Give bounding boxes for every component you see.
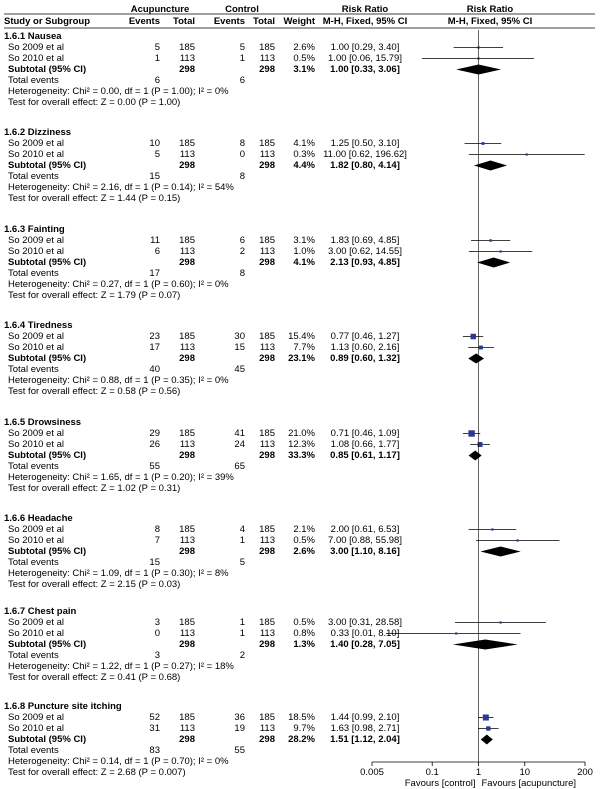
study-risk-ratio: 1.44 [0.99, 2.10] bbox=[330, 712, 400, 723]
study-events-control: 1 bbox=[239, 628, 245, 639]
x-axis-tick-label: 200 bbox=[577, 767, 593, 778]
study-point-estimate bbox=[486, 726, 490, 730]
study-total-control: 113 bbox=[259, 628, 275, 639]
total-events-acupuncture: 6 bbox=[154, 75, 160, 86]
total-events-control: 45 bbox=[234, 364, 245, 375]
subtotal-total-control: 298 bbox=[259, 450, 275, 461]
study-name: So 2010 et al bbox=[8, 628, 64, 639]
subtotal-total-control: 298 bbox=[259, 353, 275, 364]
total-events-label: Total events bbox=[8, 171, 59, 182]
study-risk-ratio: 0.71 [0.46, 1.09] bbox=[330, 428, 400, 439]
study-total-acupuncture: 185 bbox=[179, 617, 195, 628]
subgroup-title: 1.6.1 Nausea bbox=[4, 31, 62, 42]
study-point-estimate bbox=[482, 142, 485, 145]
subtotal-label: Subtotal (95% CI) bbox=[8, 160, 87, 171]
subtotal-total-acupuncture: 298 bbox=[179, 546, 195, 557]
subtotal-risk-ratio: 1.40 [0.28, 7.05] bbox=[330, 639, 400, 650]
total-events-control: 8 bbox=[239, 171, 245, 182]
study-weight: 1.0% bbox=[293, 246, 315, 257]
study-point-estimate bbox=[499, 250, 501, 252]
study-name: So 2010 et al bbox=[8, 535, 64, 546]
study-risk-ratio: 1.08 [0.66, 1.77] bbox=[330, 439, 400, 450]
study-point-estimate bbox=[517, 539, 519, 541]
study-total-control: 185 bbox=[259, 712, 275, 723]
study-weight: 0.8% bbox=[293, 628, 315, 639]
subtotal-diamond bbox=[481, 735, 493, 745]
subgroup-title: 1.6.6 Headache bbox=[4, 513, 73, 524]
subtotal-label: Subtotal (95% CI) bbox=[8, 546, 87, 557]
study-events-control: 0 bbox=[239, 149, 245, 160]
total-events-control: 2 bbox=[239, 650, 245, 661]
study-total-acupuncture: 185 bbox=[179, 712, 195, 723]
study-name: So 2010 et al bbox=[8, 53, 64, 64]
plot-method-header: M-H, Fixed, 95% CI bbox=[447, 16, 533, 27]
study-total-control: 113 bbox=[259, 439, 275, 450]
study-name: So 2009 et al bbox=[8, 42, 64, 53]
study-column-header: Study or Subgroup bbox=[4, 16, 91, 27]
total-events-control: 5 bbox=[239, 557, 245, 568]
study-total-control: 113 bbox=[259, 53, 275, 64]
total-events-label: Total events bbox=[8, 745, 59, 756]
overall-effect-text: Test for overall effect: Z = 2.15 (P = 0.03) bbox=[8, 579, 181, 590]
subtotal-weight: 2.6% bbox=[293, 546, 315, 557]
subtotal-total-control: 298 bbox=[259, 734, 275, 745]
study-risk-ratio: 1.00 [0.06, 15.79] bbox=[328, 53, 402, 64]
total1-header: Total bbox=[173, 16, 195, 27]
study-events-acupuncture: 5 bbox=[154, 42, 160, 53]
study-total-control: 113 bbox=[259, 535, 275, 546]
plot-title: Risk Ratio bbox=[466, 4, 514, 15]
study-weight: 9.7% bbox=[293, 723, 315, 734]
subgroup-title: 1.6.5 Drowsiness bbox=[4, 417, 82, 428]
overall-effect-text: Test for overall effect: Z = 1.79 (P = 0.07) bbox=[8, 290, 181, 301]
study-events-control: 15 bbox=[234, 342, 245, 353]
study-risk-ratio: 1.00 [0.29, 3.40] bbox=[330, 42, 400, 53]
study-events-control: 1 bbox=[239, 535, 245, 546]
study-events-acupuncture: 5 bbox=[154, 149, 160, 160]
study-events-acupuncture: 31 bbox=[149, 723, 160, 734]
study-name: So 2010 et al bbox=[8, 246, 64, 257]
subtotal-total-control: 298 bbox=[259, 64, 275, 75]
study-total-control: 113 bbox=[259, 246, 275, 257]
total-events-acupuncture: 3 bbox=[154, 650, 160, 661]
study-name: So 2009 et al bbox=[8, 138, 64, 149]
study-total-acupuncture: 185 bbox=[179, 331, 195, 342]
subtotal-risk-ratio: 3.00 [1.10, 8.16] bbox=[330, 546, 400, 557]
total-events-acupuncture: 83 bbox=[149, 745, 160, 756]
study-risk-ratio: 2.00 [0.61, 6.53] bbox=[330, 524, 400, 535]
heterogeneity-text: Heterogeneity: Chi² = 1.22, df = 1 (P = 0.27); I² = 18% bbox=[8, 661, 234, 672]
study-total-acupuncture: 113 bbox=[179, 439, 195, 450]
subtotal-risk-ratio: 2.13 [0.93, 4.85] bbox=[330, 257, 400, 268]
overall-effect-text: Test for overall effect: Z = 0.00 (P = 1.00) bbox=[8, 97, 181, 108]
study-events-control: 4 bbox=[239, 524, 245, 535]
subtotal-weight: 1.3% bbox=[293, 639, 315, 650]
subtotal-diamond bbox=[480, 547, 520, 557]
heterogeneity-text: Heterogeneity: Chi² = 0.88, df = 1 (P = 0.35); I² = 0% bbox=[8, 375, 229, 386]
study-name: So 2009 et al bbox=[8, 712, 64, 723]
rr-column-title: Risk Ratio bbox=[341, 4, 389, 15]
subtotal-risk-ratio: 1.51 [1.12, 2.04] bbox=[330, 734, 400, 745]
study-events-control: 1 bbox=[239, 617, 245, 628]
study-events-acupuncture: 26 bbox=[149, 439, 160, 450]
study-total-acupuncture: 113 bbox=[179, 342, 195, 353]
study-total-acupuncture: 113 bbox=[179, 535, 195, 546]
subtotal-risk-ratio: 0.89 [0.60, 1.32] bbox=[330, 353, 400, 364]
subgroup-title: 1.6.3 Fainting bbox=[4, 224, 65, 235]
heterogeneity-text: Heterogeneity: Chi² = 2.16, df = 1 (P = 0.14); I² = 54% bbox=[8, 182, 234, 193]
study-total-acupuncture: 113 bbox=[179, 246, 195, 257]
subtotal-diamond bbox=[468, 354, 484, 364]
study-total-control: 185 bbox=[259, 138, 275, 149]
study-name: So 2010 et al bbox=[8, 439, 64, 450]
study-name: So 2010 et al bbox=[8, 149, 64, 160]
study-name: So 2009 et al bbox=[8, 331, 64, 342]
study-name: So 2009 et al bbox=[8, 428, 64, 439]
subtotal-diamond bbox=[469, 451, 482, 461]
total-events-label: Total events bbox=[8, 75, 59, 86]
group1-header: Acupuncture bbox=[130, 4, 190, 15]
weight-header: Weight bbox=[283, 16, 315, 27]
subgroup-title: 1.6.7 Chest pain bbox=[4, 606, 77, 617]
heterogeneity-text: Heterogeneity: Chi² = 1.65, df = 1 (P = 0.20); I² = 39% bbox=[8, 472, 234, 483]
study-events-acupuncture: 23 bbox=[149, 331, 160, 342]
study-events-acupuncture: 17 bbox=[149, 342, 160, 353]
study-weight: 7.7% bbox=[293, 342, 315, 353]
overall-effect-text: Test for overall effect: Z = 0.41 (P = 0.68) bbox=[8, 672, 181, 683]
study-point-estimate bbox=[483, 714, 489, 720]
study-risk-ratio: 3.00 [0.31, 28.58] bbox=[328, 617, 402, 628]
study-total-acupuncture: 185 bbox=[179, 524, 195, 535]
overall-effect-text: Test for overall effect: Z = 1.02 (P = 0.31) bbox=[8, 483, 181, 494]
study-events-control: 5 bbox=[239, 42, 245, 53]
subtotal-weight: 4.4% bbox=[293, 160, 315, 171]
subtotal-diamond bbox=[453, 640, 518, 650]
total-events-label: Total events bbox=[8, 557, 59, 568]
study-total-control: 185 bbox=[259, 524, 275, 535]
heterogeneity-text: Heterogeneity: Chi² = 1.09, df = 1 (P = 0.30); I² = 8% bbox=[8, 568, 229, 579]
total-events-control: 8 bbox=[239, 268, 245, 279]
group2-header: Control bbox=[225, 4, 259, 15]
subtotal-weight: 23.1% bbox=[288, 353, 315, 364]
study-point-estimate bbox=[499, 621, 501, 623]
study-events-acupuncture: 11 bbox=[150, 235, 160, 246]
total-events-acupuncture: 55 bbox=[149, 461, 160, 472]
heterogeneity-text: Heterogeneity: Chi² = 0.14, df = 1 (P = 0.70); I² = 0% bbox=[8, 756, 229, 767]
study-total-acupuncture: 185 bbox=[179, 428, 195, 439]
study-point-estimate bbox=[489, 239, 491, 241]
x-axis-tick-label: 0.005 bbox=[360, 767, 384, 778]
subtotal-risk-ratio: 1.00 [0.33, 3.06] bbox=[330, 64, 400, 75]
study-name: So 2010 et al bbox=[8, 342, 64, 353]
overall-effect-text: Test for overall effect: Z = 1.44 (P = 0.15) bbox=[8, 193, 181, 204]
subgroup-title: 1.6.8 Puncture site itching bbox=[4, 701, 122, 712]
study-events-acupuncture: 29 bbox=[149, 428, 160, 439]
study-total-control: 113 bbox=[259, 149, 275, 160]
total-events-label: Total events bbox=[8, 268, 59, 279]
study-risk-ratio: 3.00 [0.62, 14.55] bbox=[328, 246, 402, 257]
total-events-acupuncture: 15 bbox=[149, 171, 160, 182]
subtotal-total-acupuncture: 298 bbox=[179, 257, 195, 268]
study-events-control: 6 bbox=[239, 235, 245, 246]
study-events-acupuncture: 3 bbox=[154, 617, 160, 628]
subtotal-risk-ratio: 0.85 [0.61, 1.17] bbox=[330, 450, 400, 461]
subtotal-label: Subtotal (95% CI) bbox=[8, 450, 87, 461]
total2-header: Total bbox=[253, 16, 275, 27]
subtotal-risk-ratio: 1.82 [0.80, 4.14] bbox=[330, 160, 400, 171]
study-events-control: 2 bbox=[239, 246, 245, 257]
study-risk-ratio: 1.83 [0.69, 4.85] bbox=[330, 235, 400, 246]
heterogeneity-text: Heterogeneity: Chi² = 0.00, df = 1 (P = 1.00); I² = 0% bbox=[8, 86, 229, 97]
study-weight: 0.5% bbox=[293, 535, 315, 546]
study-point-estimate bbox=[468, 430, 474, 436]
study-events-acupuncture: 0 bbox=[154, 628, 160, 639]
study-weight: 0.5% bbox=[293, 53, 315, 64]
study-weight: 18.5% bbox=[288, 712, 315, 723]
total-events-label: Total events bbox=[8, 461, 59, 472]
study-total-control: 185 bbox=[259, 42, 275, 53]
study-weight: 12.3% bbox=[288, 439, 315, 450]
study-weight: 2.1% bbox=[293, 524, 315, 535]
study-events-acupuncture: 6 bbox=[154, 246, 160, 257]
heterogeneity-text: Heterogeneity: Chi² = 0.27, df = 1 (P = 0.60); I² = 0% bbox=[8, 279, 229, 290]
favours-acupuncture-label: Favours [acupuncture] bbox=[481, 778, 577, 789]
study-name: So 2009 et al bbox=[8, 235, 64, 246]
favours-control-label: Favours [control] bbox=[404, 778, 476, 789]
study-weight: 0.3% bbox=[293, 149, 315, 160]
rr-method-header: M-H, Fixed, 95% CI bbox=[322, 16, 408, 27]
study-weight: 3.1% bbox=[293, 235, 315, 246]
subtotal-total-acupuncture: 298 bbox=[179, 64, 195, 75]
subtotal-total-acupuncture: 298 bbox=[179, 450, 195, 461]
total-events-control: 6 bbox=[239, 75, 245, 86]
study-weight: 4.1% bbox=[293, 138, 315, 149]
study-events-control: 41 bbox=[234, 428, 245, 439]
subtotal-total-acupuncture: 298 bbox=[179, 353, 195, 364]
study-total-control: 185 bbox=[259, 331, 275, 342]
study-weight: 2.6% bbox=[293, 42, 315, 53]
study-risk-ratio: 0.77 [0.46, 1.27] bbox=[330, 331, 400, 342]
study-total-acupuncture: 113 bbox=[179, 53, 195, 64]
study-point-estimate bbox=[526, 153, 528, 155]
total-events-acupuncture: 15 bbox=[149, 557, 160, 568]
subtotal-weight: 4.1% bbox=[293, 257, 315, 268]
study-total-control: 185 bbox=[259, 428, 275, 439]
subtotal-total-control: 298 bbox=[259, 546, 275, 557]
study-total-acupuncture: 113 bbox=[179, 723, 195, 734]
study-events-acupuncture: 8 bbox=[154, 524, 160, 535]
events1-header: Events bbox=[128, 16, 160, 27]
study-events-acupuncture: 7 bbox=[154, 535, 160, 546]
x-axis-tick-label: 1 bbox=[475, 767, 482, 778]
study-name: So 2009 et al bbox=[8, 524, 64, 535]
subtotal-total-control: 298 bbox=[259, 639, 275, 650]
study-weight: 21.0% bbox=[288, 428, 315, 439]
study-weight: 15.4% bbox=[288, 331, 315, 342]
study-weight: 0.5% bbox=[293, 617, 315, 628]
total-events-acupuncture: 17 bbox=[149, 268, 160, 279]
events2-header: Events bbox=[213, 16, 245, 27]
study-events-control: 30 bbox=[234, 331, 245, 342]
overall-effect-text: Test for overall effect: Z = 0.58 (P = 0.56) bbox=[8, 386, 181, 397]
subgroup-title: 1.6.4 Tiredness bbox=[4, 320, 73, 331]
study-total-control: 185 bbox=[259, 617, 275, 628]
study-risk-ratio: 7.00 [0.88, 55.98] bbox=[328, 535, 402, 546]
subtotal-total-control: 298 bbox=[259, 257, 275, 268]
x-axis-tick-label: 0.1 bbox=[425, 767, 439, 778]
study-name: So 2010 et al bbox=[8, 723, 64, 734]
total-events-label: Total events bbox=[8, 364, 59, 375]
subtotal-weight: 28.2% bbox=[288, 734, 315, 745]
subgroup-title: 1.6.2 Dizziness bbox=[4, 127, 72, 138]
study-name: So 2009 et al bbox=[8, 617, 64, 628]
study-total-acupuncture: 113 bbox=[179, 628, 195, 639]
total-events-acupuncture: 40 bbox=[149, 364, 160, 375]
subtotal-total-acupuncture: 298 bbox=[179, 160, 195, 171]
study-events-control: 36 bbox=[234, 712, 245, 723]
total-events-control: 55 bbox=[234, 745, 245, 756]
study-point-estimate bbox=[491, 528, 493, 530]
x-axis-tick-label: 10 bbox=[519, 767, 531, 778]
subtotal-label: Subtotal (95% CI) bbox=[8, 639, 87, 650]
subtotal-label: Subtotal (95% CI) bbox=[8, 64, 87, 75]
total-events-control: 65 bbox=[234, 461, 245, 472]
study-total-acupuncture: 185 bbox=[179, 42, 195, 53]
study-total-acupuncture: 113 bbox=[179, 149, 195, 160]
study-risk-ratio: 0.33 [0.01, 8.10] bbox=[330, 628, 400, 639]
total-events-label: Total events bbox=[8, 650, 59, 661]
study-events-control: 19 bbox=[234, 723, 245, 734]
study-risk-ratio: 1.25 [0.50, 3.10] bbox=[330, 138, 400, 149]
study-events-control: 1 bbox=[239, 53, 245, 64]
subtotal-diamond bbox=[477, 258, 510, 268]
subtotal-total-acupuncture: 298 bbox=[179, 734, 195, 745]
subtotal-label: Subtotal (95% CI) bbox=[8, 353, 87, 364]
study-events-control: 24 bbox=[234, 439, 245, 450]
study-point-estimate bbox=[479, 346, 483, 350]
study-point-estimate bbox=[455, 632, 457, 634]
subtotal-total-control: 298 bbox=[259, 160, 275, 171]
subtotal-total-acupuncture: 298 bbox=[179, 639, 195, 650]
study-total-acupuncture: 185 bbox=[179, 235, 195, 246]
subtotal-label: Subtotal (95% CI) bbox=[8, 734, 87, 745]
study-events-acupuncture: 10 bbox=[149, 138, 160, 149]
study-events-control: 8 bbox=[239, 138, 245, 149]
subtotal-label: Subtotal (95% CI) bbox=[8, 257, 87, 268]
subtotal-weight: 33.3% bbox=[288, 450, 315, 461]
study-total-control: 113 bbox=[259, 723, 275, 734]
study-total-control: 185 bbox=[259, 235, 275, 246]
overall-effect-text: Test for overall effect: Z = 2.68 (P = 0.007) bbox=[8, 767, 186, 778]
study-total-acupuncture: 185 bbox=[179, 138, 195, 149]
subtotal-diamond bbox=[474, 161, 507, 171]
study-risk-ratio: 1.13 [0.60, 2.16] bbox=[330, 342, 400, 353]
study-total-control: 113 bbox=[259, 342, 275, 353]
study-risk-ratio: 1.63 [0.98, 2.71] bbox=[330, 723, 400, 734]
study-events-acupuncture: 52 bbox=[149, 712, 160, 723]
subtotal-weight: 3.1% bbox=[293, 64, 315, 75]
study-events-acupuncture: 1 bbox=[154, 53, 160, 64]
study-point-estimate bbox=[470, 334, 475, 339]
study-risk-ratio: 11.00 [0.62, 196.62] bbox=[323, 149, 407, 160]
